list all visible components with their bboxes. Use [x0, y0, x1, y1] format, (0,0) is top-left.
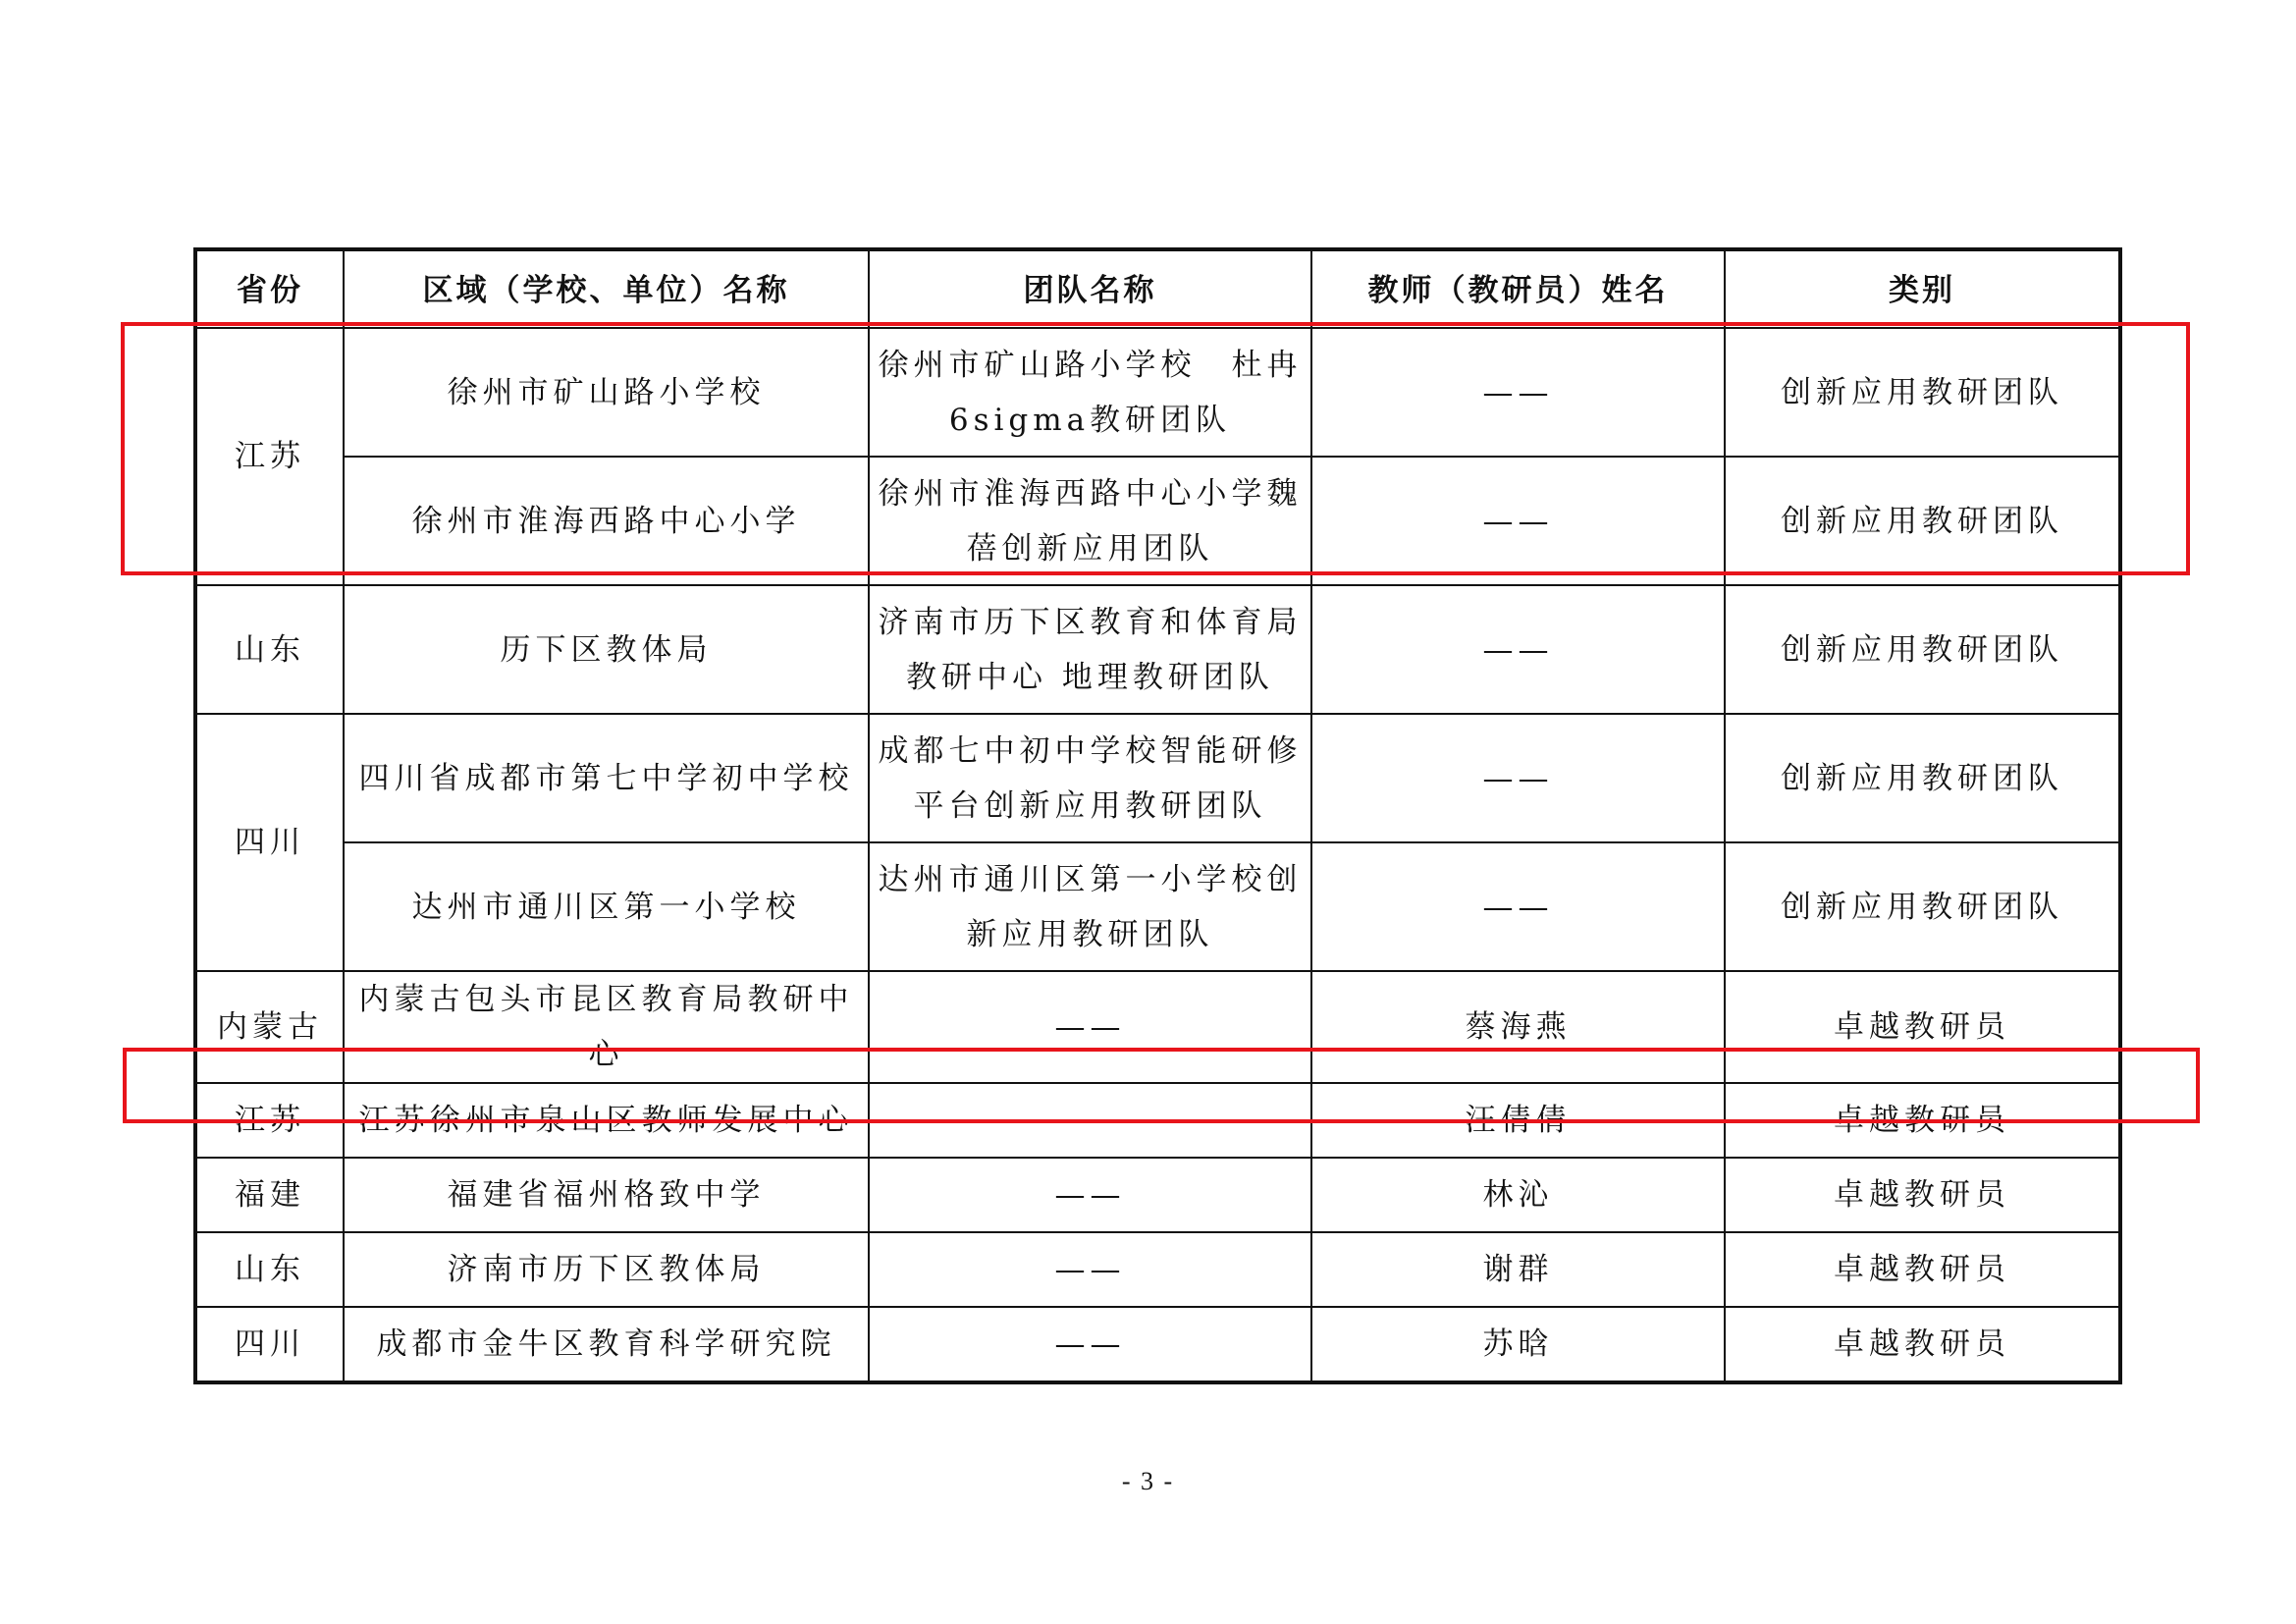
header-province: 省份 — [195, 249, 344, 328]
province-cell: 四川 — [195, 1307, 344, 1382]
province-cell: 江苏 — [195, 1083, 344, 1158]
team-cell: 成都七中初中学校智能研修平台创新应用教研团队 — [869, 714, 1311, 842]
teacher-cell: 苏晗 — [1311, 1307, 1725, 1382]
header-region: 区域（学校、单位）名称 — [344, 249, 869, 328]
team-cell: —— — [869, 971, 1311, 1083]
team-cell: —— — [869, 1158, 1311, 1232]
region-cell: 历下区教体局 — [344, 585, 869, 714]
teacher-cell: —— — [1311, 714, 1725, 842]
teacher-cell: 谢群 — [1311, 1232, 1725, 1307]
province-cell: 山东 — [195, 585, 344, 714]
table-row — [195, 714, 2120, 842]
region-cell: 福建省福州格致中学 — [344, 1158, 869, 1232]
teacher-cell: —— — [1311, 842, 1725, 971]
province-cell: 江苏 — [195, 328, 344, 585]
teacher-cell: 蔡海燕 — [1311, 971, 1725, 1083]
category-cell: 创新应用教研团队 — [1725, 714, 2120, 842]
category-cell: 创新应用教研团队 — [1725, 328, 2120, 457]
table-header-row — [195, 249, 2120, 328]
table-row — [195, 842, 2120, 971]
region-cell: 成都市金牛区教育科学研究院 — [344, 1307, 869, 1382]
teacher-cell: —— — [1311, 457, 1725, 585]
award-table — [193, 247, 2122, 1384]
province-cell: 内蒙古 — [195, 971, 344, 1083]
region-cell: 徐州市淮海西路中心小学 — [344, 457, 869, 585]
page-number: - 3 - — [1121, 1467, 1175, 1495]
team-cell: 徐州市淮海西路中心小学魏蓓创新应用团队 — [869, 457, 1311, 585]
team-cell: 徐州市矿山路小学校 杜冉6sigma教研团队 — [869, 328, 1311, 457]
team-cell: 济南市历下区教育和体育局教研中心 地理教研团队 — [869, 585, 1311, 714]
teacher-cell: 汪倩倩 — [1311, 1083, 1725, 1158]
team-cell: 达州市通川区第一小学校创新应用教研团队 — [869, 842, 1311, 971]
category-cell: 卓越教研员 — [1725, 1083, 2120, 1158]
region-cell: 达州市通川区第一小学校 — [344, 842, 869, 971]
category-cell: 卓越教研员 — [1725, 1307, 2120, 1382]
team-cell: —— — [869, 1307, 1311, 1382]
category-cell: 卓越教研员 — [1725, 971, 2120, 1083]
region-cell: 济南市历下区教体局 — [344, 1232, 869, 1307]
province-cell: 山东 — [195, 1232, 344, 1307]
header-category: 类别 — [1725, 249, 2120, 328]
header-teacher: 教师（教研员）姓名 — [1311, 249, 1725, 328]
category-cell: 创新应用教研团队 — [1725, 585, 2120, 714]
table-row — [195, 585, 2120, 714]
province-cell: 四川 — [195, 714, 344, 971]
table-row — [195, 1083, 2120, 1158]
table-row — [195, 457, 2120, 585]
header-team: 团队名称 — [869, 249, 1311, 328]
team-cell: —— — [869, 1083, 1311, 1158]
province-cell: 福建 — [195, 1158, 344, 1232]
region-cell: 江苏徐州市泉山区教师发展中心 — [344, 1083, 869, 1158]
teacher-cell: 林沁 — [1311, 1158, 1725, 1232]
category-cell: 卓越教研员 — [1725, 1158, 2120, 1232]
table-row — [195, 1232, 2120, 1307]
category-cell: 卓越教研员 — [1725, 1232, 2120, 1307]
team-cell: —— — [869, 1232, 1311, 1307]
teacher-cell: —— — [1311, 585, 1725, 714]
table-row — [195, 1158, 2120, 1232]
region-cell: 徐州市矿山路小学校 — [344, 328, 869, 457]
category-cell: 创新应用教研团队 — [1725, 842, 2120, 971]
table-row — [195, 328, 2120, 457]
category-cell: 创新应用教研团队 — [1725, 457, 2120, 585]
table-row — [195, 971, 2120, 1083]
region-cell: 四川省成都市第七中学初中学校 — [344, 714, 869, 842]
table-row — [195, 1307, 2120, 1382]
region-cell: 内蒙古包头市昆区教育局教研中心 — [344, 971, 869, 1083]
teacher-cell: —— — [1311, 328, 1725, 457]
